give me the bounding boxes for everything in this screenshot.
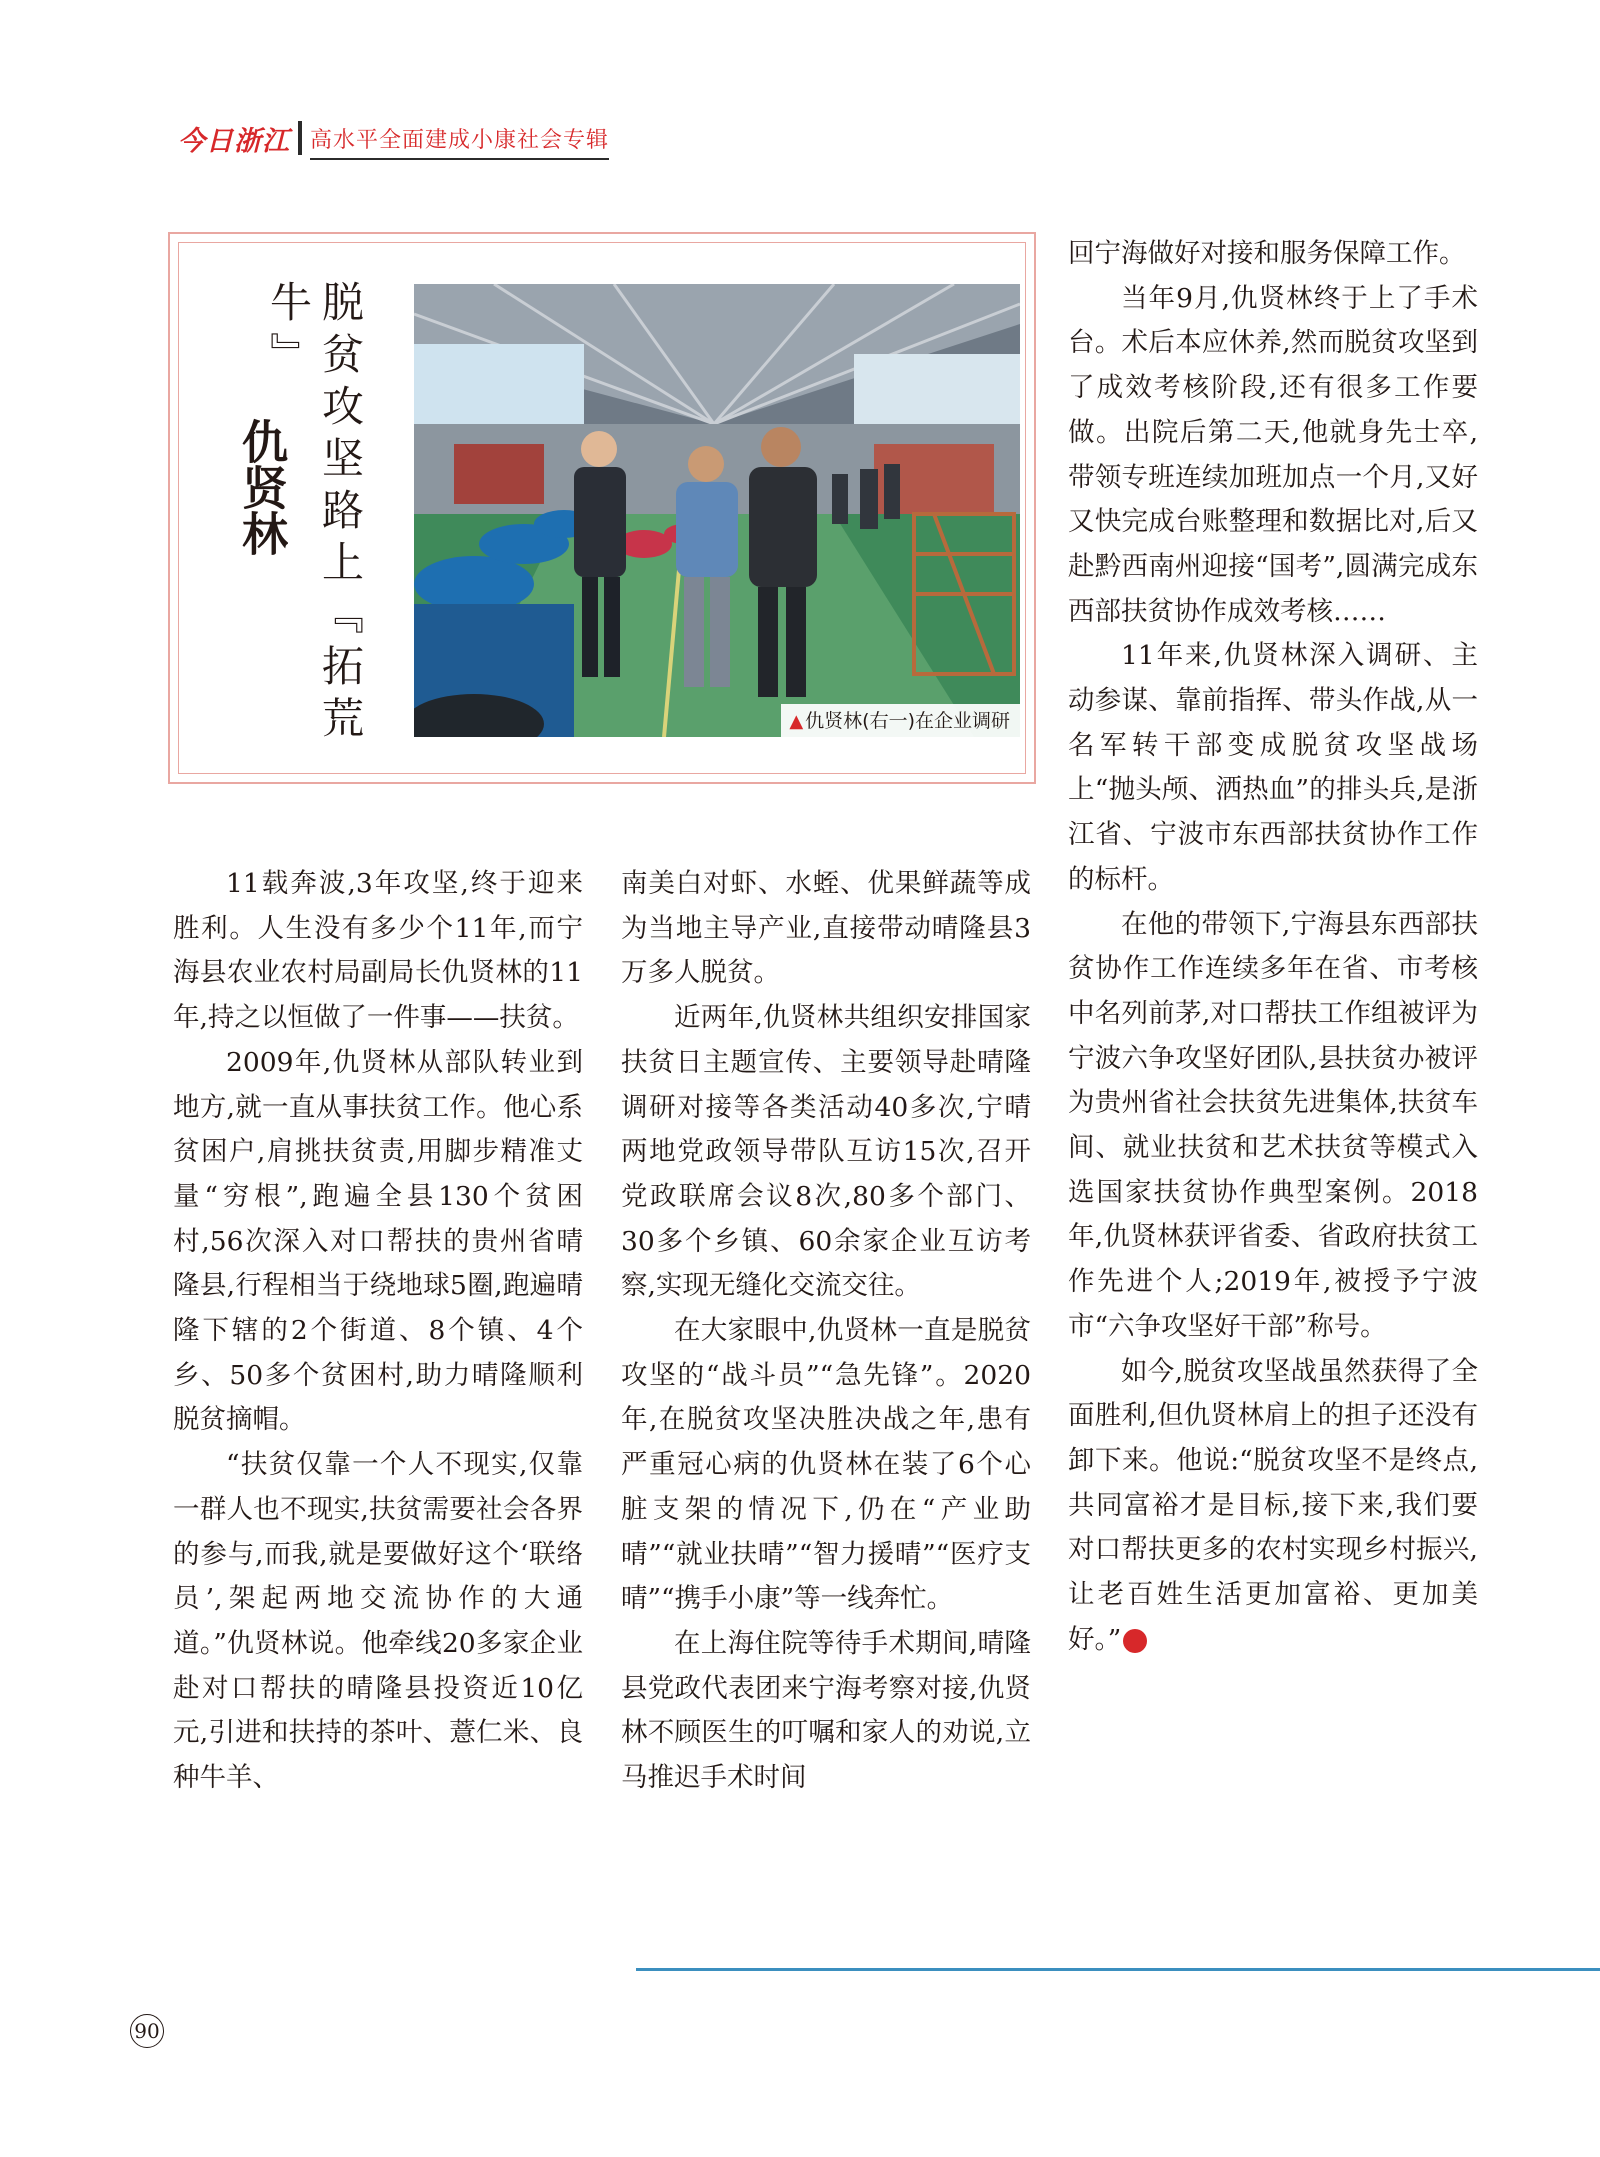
article-headline: 脱贫攻坚路上『拓荒牛』 <box>264 280 365 748</box>
paragraph-final <box>1068 1350 1478 1663</box>
paragraph-continued: 回宁海做好对接和服务保障工作。 <box>1068 238 1466 269</box>
end-mark-icon: 今 <box>1123 1629 1147 1653</box>
bottom-rule <box>636 1968 1600 1971</box>
final-paragraph-text: 如今,脱贫攻坚战虽然获得了全面胜利,但仇贤林肩上的担子还没有卸下来。他说:“脱贫攻坚不是终点,共同富裕才是目标,接下来,我们要对口帮扶更多的农村实现乡村振兴,让老百姓生活更加富裕、更加美好。” <box>1068 1355 1478 1655</box>
paragraph: 11年来,仇贤林深入调研、主动参谋、靠前指挥、带头作战,从一名军转干部变成脱贫攻坚战场上“抛头颅、洒热血”的排头兵,是浙江省、宁波市东西部扶贫协作工作的标杆。 <box>1068 640 1478 895</box>
paragraph: “扶贫仅靠一个人不现实,仅靠一群人也不现实,扶贫需要社会各界的参与,而我,就是要做好这个‘联络员’,架起两地交流协作的大通道。”仇贤林说。他牵线20多家企业赴对口帮扶的晴隆县投资近10亿元,引进和扶持的茶叶、薏仁米、良种牛羊、 <box>173 1449 583 1794</box>
paragraph: 11载奔波,3年攻坚,终于迎来胜利。人生没有多少个11年,而宁海县农业农村局副局长仇贤林的11年,持之以恒做了一件事——扶贫。 <box>173 868 583 1034</box>
body-column-2 <box>621 862 1031 1801</box>
caption-text: 仇贤林(右一)在企业调研 <box>805 710 1010 732</box>
body-column-1 <box>173 862 583 1801</box>
paragraph: 在他的带领下,宁海县东西部扶贫协作工作连续多年在省、市考核中名列前茅,对口帮扶工作组被评为宁波六争攻坚好团队,县扶贫办被评为贵州省社会扶贫先进集体,扶贫车间、就业扶贫和艺术扶贫等模式入选国家扶贫协作典型案例。2018年,仇贤林获评省委、省政府扶贫工作先进个人;2019年,被授予宁波市“六争攻坚好干部”称号。 <box>1068 908 1478 1342</box>
magazine-logo: 今日浙江 <box>178 125 290 157</box>
paragraph: 在上海住院等待手术期间,晴隆县党政代表团来宁海考察对接,仇贤林不顾医生的叮嘱和家人的劝说,立马推迟手术时间 <box>621 1627 1031 1794</box>
paragraph: 2009年,仇贤林从部队转业到地方,就一直从事扶贫工作。他心系贫困户,肩挑扶贫责,用脚步精准丈量“穷根”,跑遍全县130个贫困村,56次深入对口帮扶的贵州省晴隆县,行程相当于绕地球5圈,跑遍晴隆下辖的2个街道、8个镇、4个乡、50多个贫困村,助力晴隆顺利脱贫摘帽。 <box>173 1046 583 1436</box>
photo-caption <box>781 704 1020 737</box>
paragraph: 近两年,仇贤林共组织安排国家扶贫日主题宣传、主要领导赴晴隆调研对接等各类活动40多次,宁晴两地党政领导带队互访15次,召开党政联席会议8次,80多个部门、30多个乡镇、60余家企业互访考察,实现无缝化交流交往。 <box>621 1002 1031 1302</box>
page-number: 90 <box>130 2014 164 2048</box>
header-divider <box>298 121 302 155</box>
factory-visit-photo <box>414 284 1020 737</box>
body-column-3 <box>1068 232 1478 1663</box>
page-header <box>178 118 609 158</box>
feature-photo <box>414 284 1020 737</box>
caption-triangle-icon: ▲ <box>789 711 804 732</box>
paragraph: 在大家眼中,仇贤林一直是脱贫攻坚的“战斗员”“急先锋”。2020年,在脱贫攻坚决胜决战之年,患有严重冠心病的仇贤林在装了6个心脏支架的情况下,仍在“产业助晴”“就业扶晴”“智力援晴”“医疗支晴”“携手小康”等一线奔忙。 <box>621 1315 1031 1615</box>
person-name: 仇贤林 <box>235 418 289 556</box>
paragraph-continued: 南美白对虾、水蛭、优果鲜蔬等成为当地主导产业,直接带动晴隆县3万多人脱贫。 <box>621 868 1031 989</box>
paragraph: 当年9月,仇贤林终于上了手术台。术后本应休养,然而脱贫攻坚到了成效考核阶段,还有很多工作要做。出院后第二天,他就身先士卒,带领专班连续加班加点一个月,又好又快完成台账整理和数据比对,后又赴黔西南州迎接“国考”,圆满完成东西部扶贫协作成效考核…… <box>1068 282 1478 627</box>
section-title: 高水平全面建成小康社会专辑 <box>310 123 609 154</box>
